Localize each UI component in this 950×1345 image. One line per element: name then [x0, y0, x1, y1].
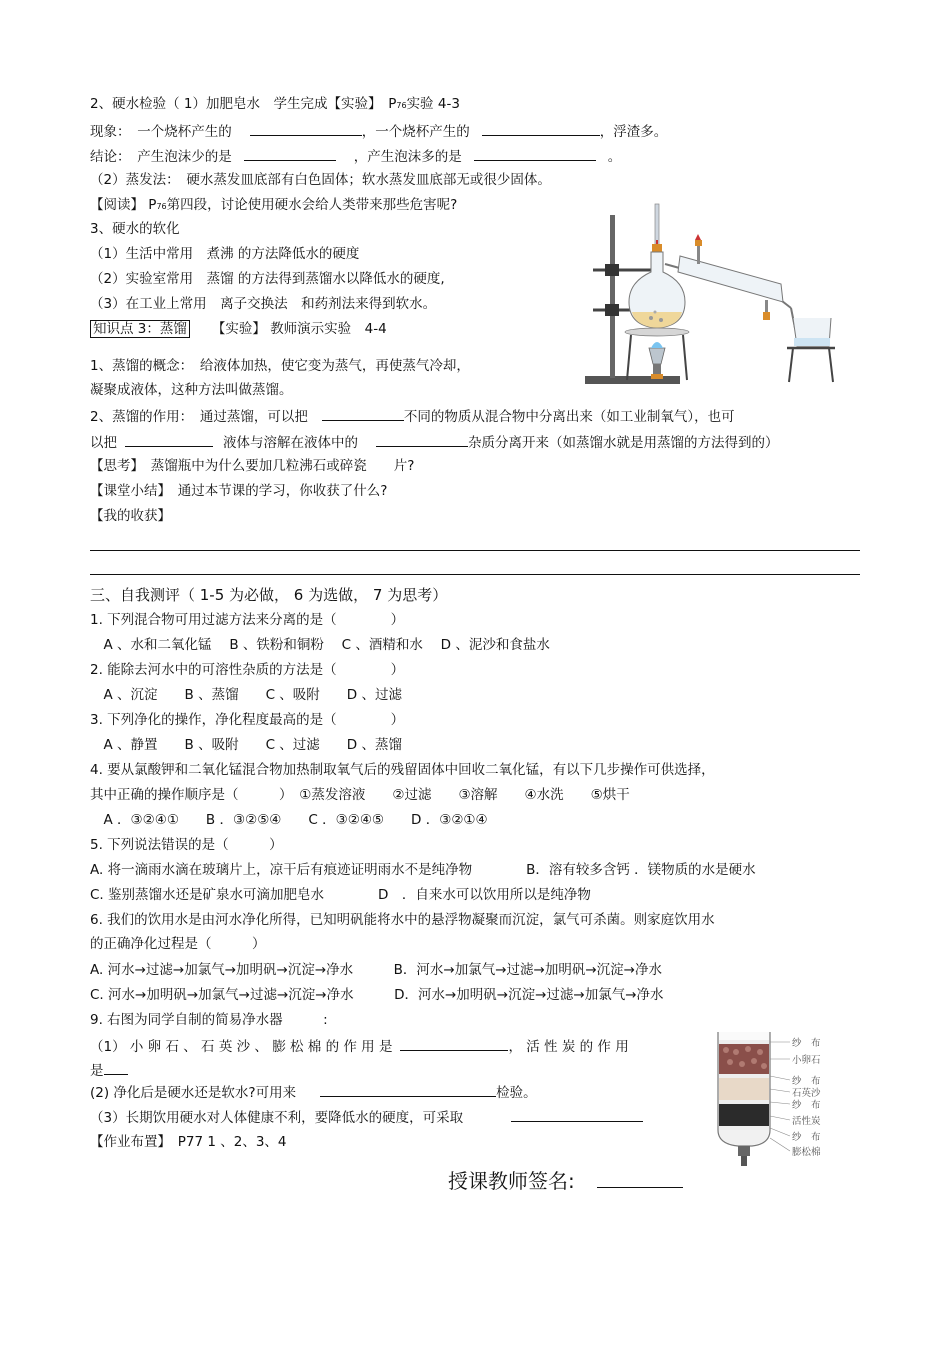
question-5-options-ab: A. 将一滴雨水滴在玻璃片上，凉干后有痕迹证明雨水不是纯净物 B．溶有较多含钙 ．镁物质的水是硬水	[90, 862, 756, 878]
blank-field[interactable]	[482, 121, 600, 136]
summary-line: 【课堂小结】 通过本节课的学习，你收获了什么?	[90, 483, 388, 499]
phenomenon-line: 现象： 一个烧杯产生的 ，一个烧杯产生的 ，浮渣多。	[90, 121, 667, 141]
hard-water-test-line: 2、硬水检验（ 1）加肥皂水 学生完成【实验】 P76实验 4-3	[90, 96, 460, 112]
question-1-options: A 、水和二氧化锰 B 、铁粉和铜粉 C 、酒精和水 D 、泥沙和食盐水	[90, 637, 550, 653]
question-9: 9. 右图为同学自制的简易净水器 :	[90, 1012, 328, 1028]
question-6-cont: 的正确净化过程是（ ）	[90, 936, 266, 952]
question-3: 3. 下列净化的操作，净化程度最高的是（ ）	[90, 712, 405, 728]
softening-item-2: （2）实验室常用 蒸馏 的方法得到蒸馏水以降低水的硬度,	[90, 271, 445, 287]
question-4: 4. 要从氯酸钾和二氧化锰混合物加热制取氧气后的残留固体中回收二氧化锰，有以下几步操作可供选择，	[90, 762, 715, 778]
blank-field[interactable]	[320, 1082, 496, 1097]
evaporation-line: （2）蒸发法： 硬水蒸发皿底部有白色固体；软水蒸发皿底部无或很少固体。	[90, 172, 551, 188]
filter-label-gauze: 纱 布	[792, 1038, 821, 1049]
distillation-concept: 1、蒸馏的概念： 给液体加热，使它变为蒸气，再使蒸气冷却，	[90, 358, 470, 374]
filter-label-pebbles: 小卵石	[792, 1055, 821, 1066]
water-purifier-illustration	[704, 1026, 854, 1174]
teacher-signature: 授课教师签名:	[448, 1165, 683, 1194]
blank-field[interactable]	[376, 432, 468, 447]
question-9-part-3: （3）长期饮用硬水对人体健康不利，要降低水的硬度，可采取	[90, 1107, 643, 1127]
question-4-cont: 其中正确的操作顺序是（ ） ①蒸发溶液 ②过滤 ③溶解 ④水洗 ⑤烘干	[90, 787, 630, 803]
filter-label-gauze: 纱 布	[792, 1132, 821, 1143]
question-2-options: A 、沉淀 B 、蒸馏 C 、吸附 D 、过滤	[90, 687, 402, 703]
blank-field[interactable]	[104, 1060, 128, 1075]
question-4-options: A ．③②④① B ．③②⑤④ C ．③②④⑤ D ．③②①④	[90, 812, 488, 828]
filter-label-activated-carbon: 活性炭	[792, 1116, 821, 1127]
filter-label-quartz-sand: 石英沙	[792, 1088, 821, 1099]
conclusion-line: 结论： 产生泡沫少的是 ，产生泡沫多的是 。	[90, 146, 621, 166]
homework-line: 【作业布置】 P77 1 、2、3、4	[90, 1134, 287, 1150]
softening-item-3: （3）在工业上常用 离子交换法 和药剂法来得到软水。	[90, 296, 437, 312]
blank-field[interactable]	[511, 1107, 643, 1122]
answer-rule[interactable]	[90, 574, 860, 575]
blank-field[interactable]	[322, 406, 404, 421]
question-9-part-1: （1） 小 卵 石 、 石 英 沙 、 膨 松 棉 的 作 用 是 ， 活 性 炭 的 作 用	[90, 1036, 629, 1056]
harvest-line: 【我的收获】	[90, 508, 171, 524]
question-6: 6. 我们的饮用水是由河水净化所得，已知明矾能将水中的悬浮物凝聚而沉淀，氯气可杀菌。则家庭饮用水	[90, 912, 715, 928]
blank-field[interactable]	[250, 121, 362, 136]
question-2: 2. 能除去河水中的可溶性杂质的方法是（ ）	[90, 662, 405, 678]
self-test-heading: 三、自我测评（ 1-5 为必做， 6 为选做， 7 为思考）	[90, 586, 448, 604]
reading-line: 【阅读】 P76第四段，讨论使用硬水会给人类带来那些危害呢?	[90, 197, 458, 213]
distillation-purpose: 2、蒸馏的作用： 通过蒸馏，可以把 不同的物质从混合物中分离出来（如工业制氧气），也可	[90, 406, 735, 426]
question-6-options-cd: C. 河水→加明矾→加氯气→过滤→沉淀→净水 D．河水→加明矾→沉淀→过滤→加氯气→净水	[90, 987, 664, 1003]
knowledge-point-box: 知识点 3：蒸馏	[90, 320, 190, 338]
blank-field[interactable]	[125, 432, 213, 447]
knowledge-point-line: 知识点 3：蒸馏 【实验】 教师演示实验 4-4	[90, 320, 387, 338]
softening-item-1: （1）生活中常用 煮沸 的方法降低水的硬度	[90, 246, 360, 262]
distillation-concept-cont: 凝聚成液体，这种方法叫做蒸馏。	[90, 382, 293, 398]
distillation-apparatus-illustration	[585, 200, 840, 388]
think-line: 【思考】 蒸馏瓶中为什么要加几粒沸石或碎瓷 片?	[90, 458, 415, 474]
question-9-part-2: (2) 净化后是硬水还是软水?可用来 检验。	[90, 1082, 537, 1102]
softening-heading: 3、硬水的软化	[90, 221, 180, 237]
answer-rule[interactable]	[90, 550, 860, 551]
distillation-purpose-cont: 以把 液体与溶解在液体中的 杂质分离开来（如蒸馏水就是用蒸馏的方法得到的）	[90, 432, 779, 452]
filter-label-gauze: 纱 布	[792, 1076, 821, 1087]
signature-field[interactable]	[597, 1167, 683, 1188]
blank-field[interactable]	[474, 146, 596, 161]
filter-label-cotton: 膨松棉	[792, 1147, 821, 1158]
blank-field[interactable]	[244, 146, 336, 161]
page-subscript: 76	[396, 101, 407, 110]
question-6-options-ab: A. 河水→过滤→加氯气→加明矾→沉淀→净水 B．河水→加氯气→过滤→加明矾→沉淀→净水	[90, 962, 662, 978]
question-5-options-cd: C. 鉴别蒸馏水还是矿泉水可滴加肥皂水 D ．自来水可以饮用所以是纯净物	[90, 887, 591, 903]
question-3-options: A 、静置 B 、吸附 C 、过滤 D 、蒸馏	[90, 737, 402, 753]
blank-field[interactable]	[400, 1036, 508, 1051]
question-5: 5. 下列说法错误的是（ ）	[90, 837, 283, 853]
question-9-part-1-cont: 是	[90, 1060, 128, 1080]
question-1: 1. 下列混合物可用过滤方法来分离的是（ ）	[90, 612, 405, 628]
filter-label-gauze: 纱 布	[792, 1100, 821, 1111]
